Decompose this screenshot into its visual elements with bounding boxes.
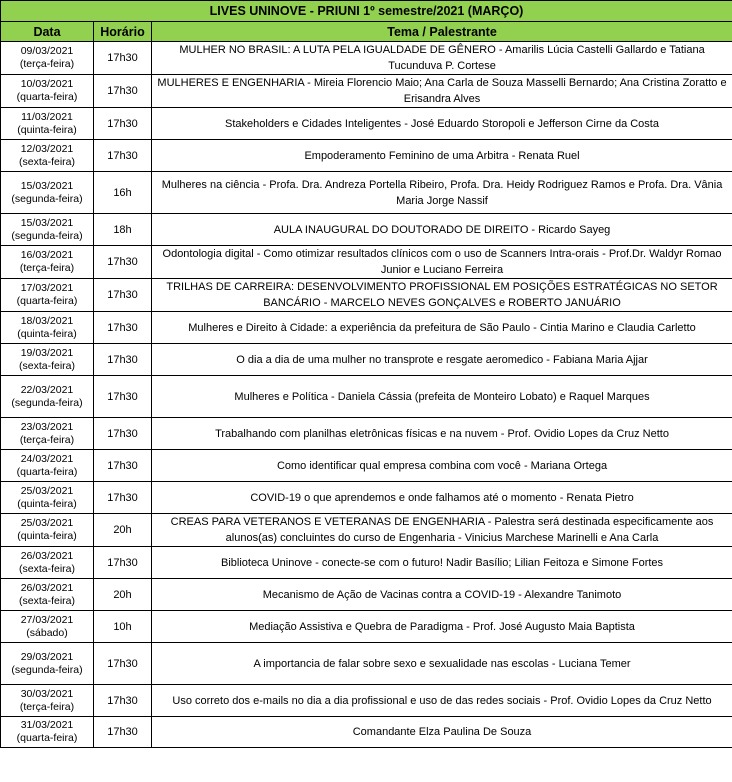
weekday-value: (quarta-feira) xyxy=(16,91,78,103)
header-date: Data xyxy=(1,22,94,42)
topic-cell: CREAS PARA VETERANOS E VETERANAS DE ENGENHARIA - Palestra será destinada especificamente aos alunos(as) concluintes do curso de Engenharia - Vinicius Marchese Marinelli e Ana Carla xyxy=(152,514,732,547)
weekday-value: (quinta-feira) xyxy=(17,123,77,136)
date-cell xyxy=(1,214,94,246)
date-cell xyxy=(1,547,94,579)
table-row xyxy=(1,547,732,579)
date-value: 26/03/2021 xyxy=(20,581,74,594)
topic-cell: Empoderamento Feminino de uma Arbitra - Renata Ruel xyxy=(152,140,732,172)
weekday-value: (sábado) xyxy=(26,626,68,639)
time-cell: 17h30 xyxy=(94,75,152,108)
time-cell: 17h30 xyxy=(94,418,152,450)
topic-cell: Uso correto dos e-mails no dia a dia profissional e uso de das redes sociais - Prof. Ovidio Lopes da Cruz Netto xyxy=(152,685,732,717)
date-value: 24/03/2021 xyxy=(20,452,74,465)
date-value: 12/03/2021 xyxy=(20,142,74,155)
date-value: 11/03/2021 xyxy=(21,110,73,123)
date-cell xyxy=(1,312,94,344)
date-cell xyxy=(1,376,94,418)
table-row xyxy=(1,172,732,214)
date-value: 10/03/2021 xyxy=(20,78,74,90)
header-topic: Tema / Palestrante xyxy=(152,22,732,42)
date-value: 17/03/2021 xyxy=(20,282,74,294)
date-value: 15/03/2021 xyxy=(20,216,74,229)
weekday-value: (quinta-feira) xyxy=(17,497,77,510)
date-value: 22/03/2021 xyxy=(20,383,74,396)
date-cell xyxy=(1,450,94,482)
date-value: 16/03/2021 xyxy=(20,249,74,261)
date-value: 27/03/2021 xyxy=(20,613,74,626)
date-value: 19/03/2021 xyxy=(20,346,74,359)
header-time: Horário xyxy=(94,22,152,42)
weekday-value: (sexta-feira) xyxy=(18,562,75,575)
topic-cell: Trabalhando com planilhas eletrônicas físicas e na nuvem - Prof. Ovidio Lopes da Cruz Netto xyxy=(152,418,732,450)
table-row xyxy=(1,75,732,108)
topic-cell: MULHER NO BRASIL: A LUTA PELA IGUALDADE DE GÊNERO - Amarilis Lúcia Castelli Gallardo e Tatiana Tucunduva P. Cortese xyxy=(152,42,732,75)
time-cell: 10h xyxy=(94,611,152,643)
topic-cell: Comandante Elza Paulina De Souza xyxy=(152,717,732,748)
topic-cell: Como identificar qual empresa combina com você - Mariana Ortega xyxy=(152,450,732,482)
topic-cell: COVID-19 o que aprendemos e onde falhamos até o momento - Renata Pietro xyxy=(152,482,732,514)
table-row xyxy=(1,579,732,611)
date-cell xyxy=(1,172,94,214)
weekday-value: (terça-feira) xyxy=(19,262,75,274)
table-row xyxy=(1,450,732,482)
time-cell: 17h30 xyxy=(94,685,152,717)
topic-cell: TRILHAS DE CARREIRA: DESENVOLVIMENTO PROFISSIONAL EM POSIÇÕES ESTRATÉGICAS NO SETOR BANCÁRIO - MARCELO NEVES GONÇALVES e ROBERTO JANUÁRIO xyxy=(152,279,732,312)
date-cell xyxy=(1,717,94,748)
time-cell: 16h xyxy=(94,172,152,214)
time-cell: 17h30 xyxy=(94,450,152,482)
weekday-value: (terça-feira) xyxy=(19,58,75,70)
date-value: 25/03/2021 xyxy=(20,484,74,497)
time-cell: 17h30 xyxy=(94,312,152,344)
table-row xyxy=(1,514,732,547)
time-cell: 17h30 xyxy=(94,643,152,685)
weekday-value: (segunda-feira) xyxy=(11,192,83,205)
topic-cell: Stakeholders e Cidades Inteligentes - José Eduardo Storopoli e Jefferson Cirne da Costa xyxy=(152,108,732,140)
date-value: 09/03/2021 xyxy=(20,45,74,57)
date-cell xyxy=(1,344,94,376)
table-row xyxy=(1,42,732,75)
date-cell xyxy=(1,611,94,643)
weekday-value: (sexta-feira) xyxy=(18,155,75,168)
time-cell: 20h xyxy=(94,514,152,547)
table-row xyxy=(1,717,732,748)
time-cell: 17h30 xyxy=(94,344,152,376)
weekday-value: (quinta-feira) xyxy=(17,530,77,542)
date-value: 31/03/2021 xyxy=(20,719,74,731)
weekday-value: (terça-feira) xyxy=(19,700,75,713)
table-row xyxy=(1,685,732,717)
table-row xyxy=(1,482,732,514)
time-cell: 20h xyxy=(94,579,152,611)
date-cell xyxy=(1,279,94,312)
table-row xyxy=(1,108,732,140)
weekday-value: (segunda-feira) xyxy=(11,663,83,676)
time-cell: 18h xyxy=(94,214,152,246)
table-row xyxy=(1,246,732,279)
table-row xyxy=(1,344,732,376)
table-row xyxy=(1,643,732,685)
time-cell: 17h30 xyxy=(94,140,152,172)
sheet-title: LIVES UNINOVE - PRIUNI 1º semestre/2021 (MARÇO) xyxy=(1,1,732,22)
table-row xyxy=(1,376,732,418)
date-value: 18/03/2021 xyxy=(20,314,74,327)
topic-cell: AULA INAUGURAL DO DOUTORADO DE DIREITO - Ricardo Sayeg xyxy=(152,214,732,246)
date-value: 30/03/2021 xyxy=(20,687,74,700)
table-row xyxy=(1,418,732,450)
date-cell xyxy=(1,685,94,717)
topic-cell: A importancia de falar sobre sexo e sexualidade nas escolas - Luciana Temer xyxy=(152,643,732,685)
topic-cell: Mulheres e Direito à Cidade: a experiência da prefeitura de São Paulo - Cintia Marino e Claudia Carletto xyxy=(152,312,732,344)
date-cell xyxy=(1,482,94,514)
table-row xyxy=(1,279,732,312)
topic-cell: Odontologia digital - Como otimizar resultados clínicos com o uso de Scanners Intra-orais - Prof.Dr. Waldyr Romao Junior e Luciano Ferreira xyxy=(152,246,732,279)
time-cell: 17h30 xyxy=(94,717,152,748)
date-cell xyxy=(1,418,94,450)
date-value: 23/03/2021 xyxy=(20,420,74,433)
date-value: 15/03/2021 xyxy=(20,179,74,192)
table-row xyxy=(1,611,732,643)
weekday-value: (terça-feira) xyxy=(19,433,75,446)
topic-cell: O dia a dia de uma mulher no transprote e resgate aeromedico - Fabiana Maria Ajjar xyxy=(152,344,732,376)
date-cell xyxy=(1,643,94,685)
table-row xyxy=(1,312,732,344)
weekday-value: (quarta-feira) xyxy=(16,465,78,478)
time-cell: 17h30 xyxy=(94,42,152,75)
topic-cell: Biblioteca Uninove - conecte-se com o futuro! Nadir Basílio; Lilian Feitoza e Simone Fortes xyxy=(152,547,732,579)
table-row xyxy=(1,140,732,172)
weekday-value: (quarta-feira) xyxy=(16,295,78,307)
time-cell: 17h30 xyxy=(94,547,152,579)
date-value: 26/03/2021 xyxy=(20,549,74,562)
time-cell: 17h30 xyxy=(94,482,152,514)
weekday-value: (sexta-feira) xyxy=(18,594,75,607)
date-cell xyxy=(1,514,94,547)
topic-cell: Mediação Assistiva e Quebra de Paradigma - Prof. José Augusto Maia Baptista xyxy=(152,611,732,643)
header-row xyxy=(1,22,732,42)
time-cell: 17h30 xyxy=(94,246,152,279)
table-row xyxy=(1,214,732,246)
topic-cell: MULHERES E ENGENHARIA - Mireia Florencio Maio; Ana Carla de Souza Masselli Bernardo; Ana Cristina Zoratto e Erisandra Alves xyxy=(152,75,732,108)
weekday-value: (segunda-feira) xyxy=(11,396,83,409)
date-cell xyxy=(1,140,94,172)
topic-cell: Mecanismo de Ação de Vacinas contra a COVID-19 - Alexandre Tanimoto xyxy=(152,579,732,611)
date-cell xyxy=(1,42,94,75)
time-cell: 17h30 xyxy=(94,108,152,140)
time-cell: 17h30 xyxy=(94,279,152,312)
weekday-value: (quarta-feira) xyxy=(16,732,78,744)
date-value: 29/03/2021 xyxy=(20,650,74,663)
date-cell xyxy=(1,108,94,140)
date-cell xyxy=(1,579,94,611)
topic-cell: Mulheres e Política - Daniela Cássia (prefeita de Monteiro Lobato) e Raquel Marques xyxy=(152,376,732,418)
weekday-value: (quinta-feira) xyxy=(17,327,77,340)
topic-cell: Mulheres na ciência - Profa. Dra. Andreza Portella Ribeiro, Profa. Dra. Heidy Rodriguez Ramos e Profa. Dra. Vânia Maria Jorge Nassif xyxy=(152,172,732,214)
weekday-value: (segunda-feira) xyxy=(11,229,83,242)
weekday-value: (sexta-feira) xyxy=(18,359,75,372)
date-cell xyxy=(1,246,94,279)
date-value: 25/03/2021 xyxy=(20,517,74,529)
date-cell xyxy=(1,75,94,108)
time-cell: 17h30 xyxy=(94,376,152,418)
